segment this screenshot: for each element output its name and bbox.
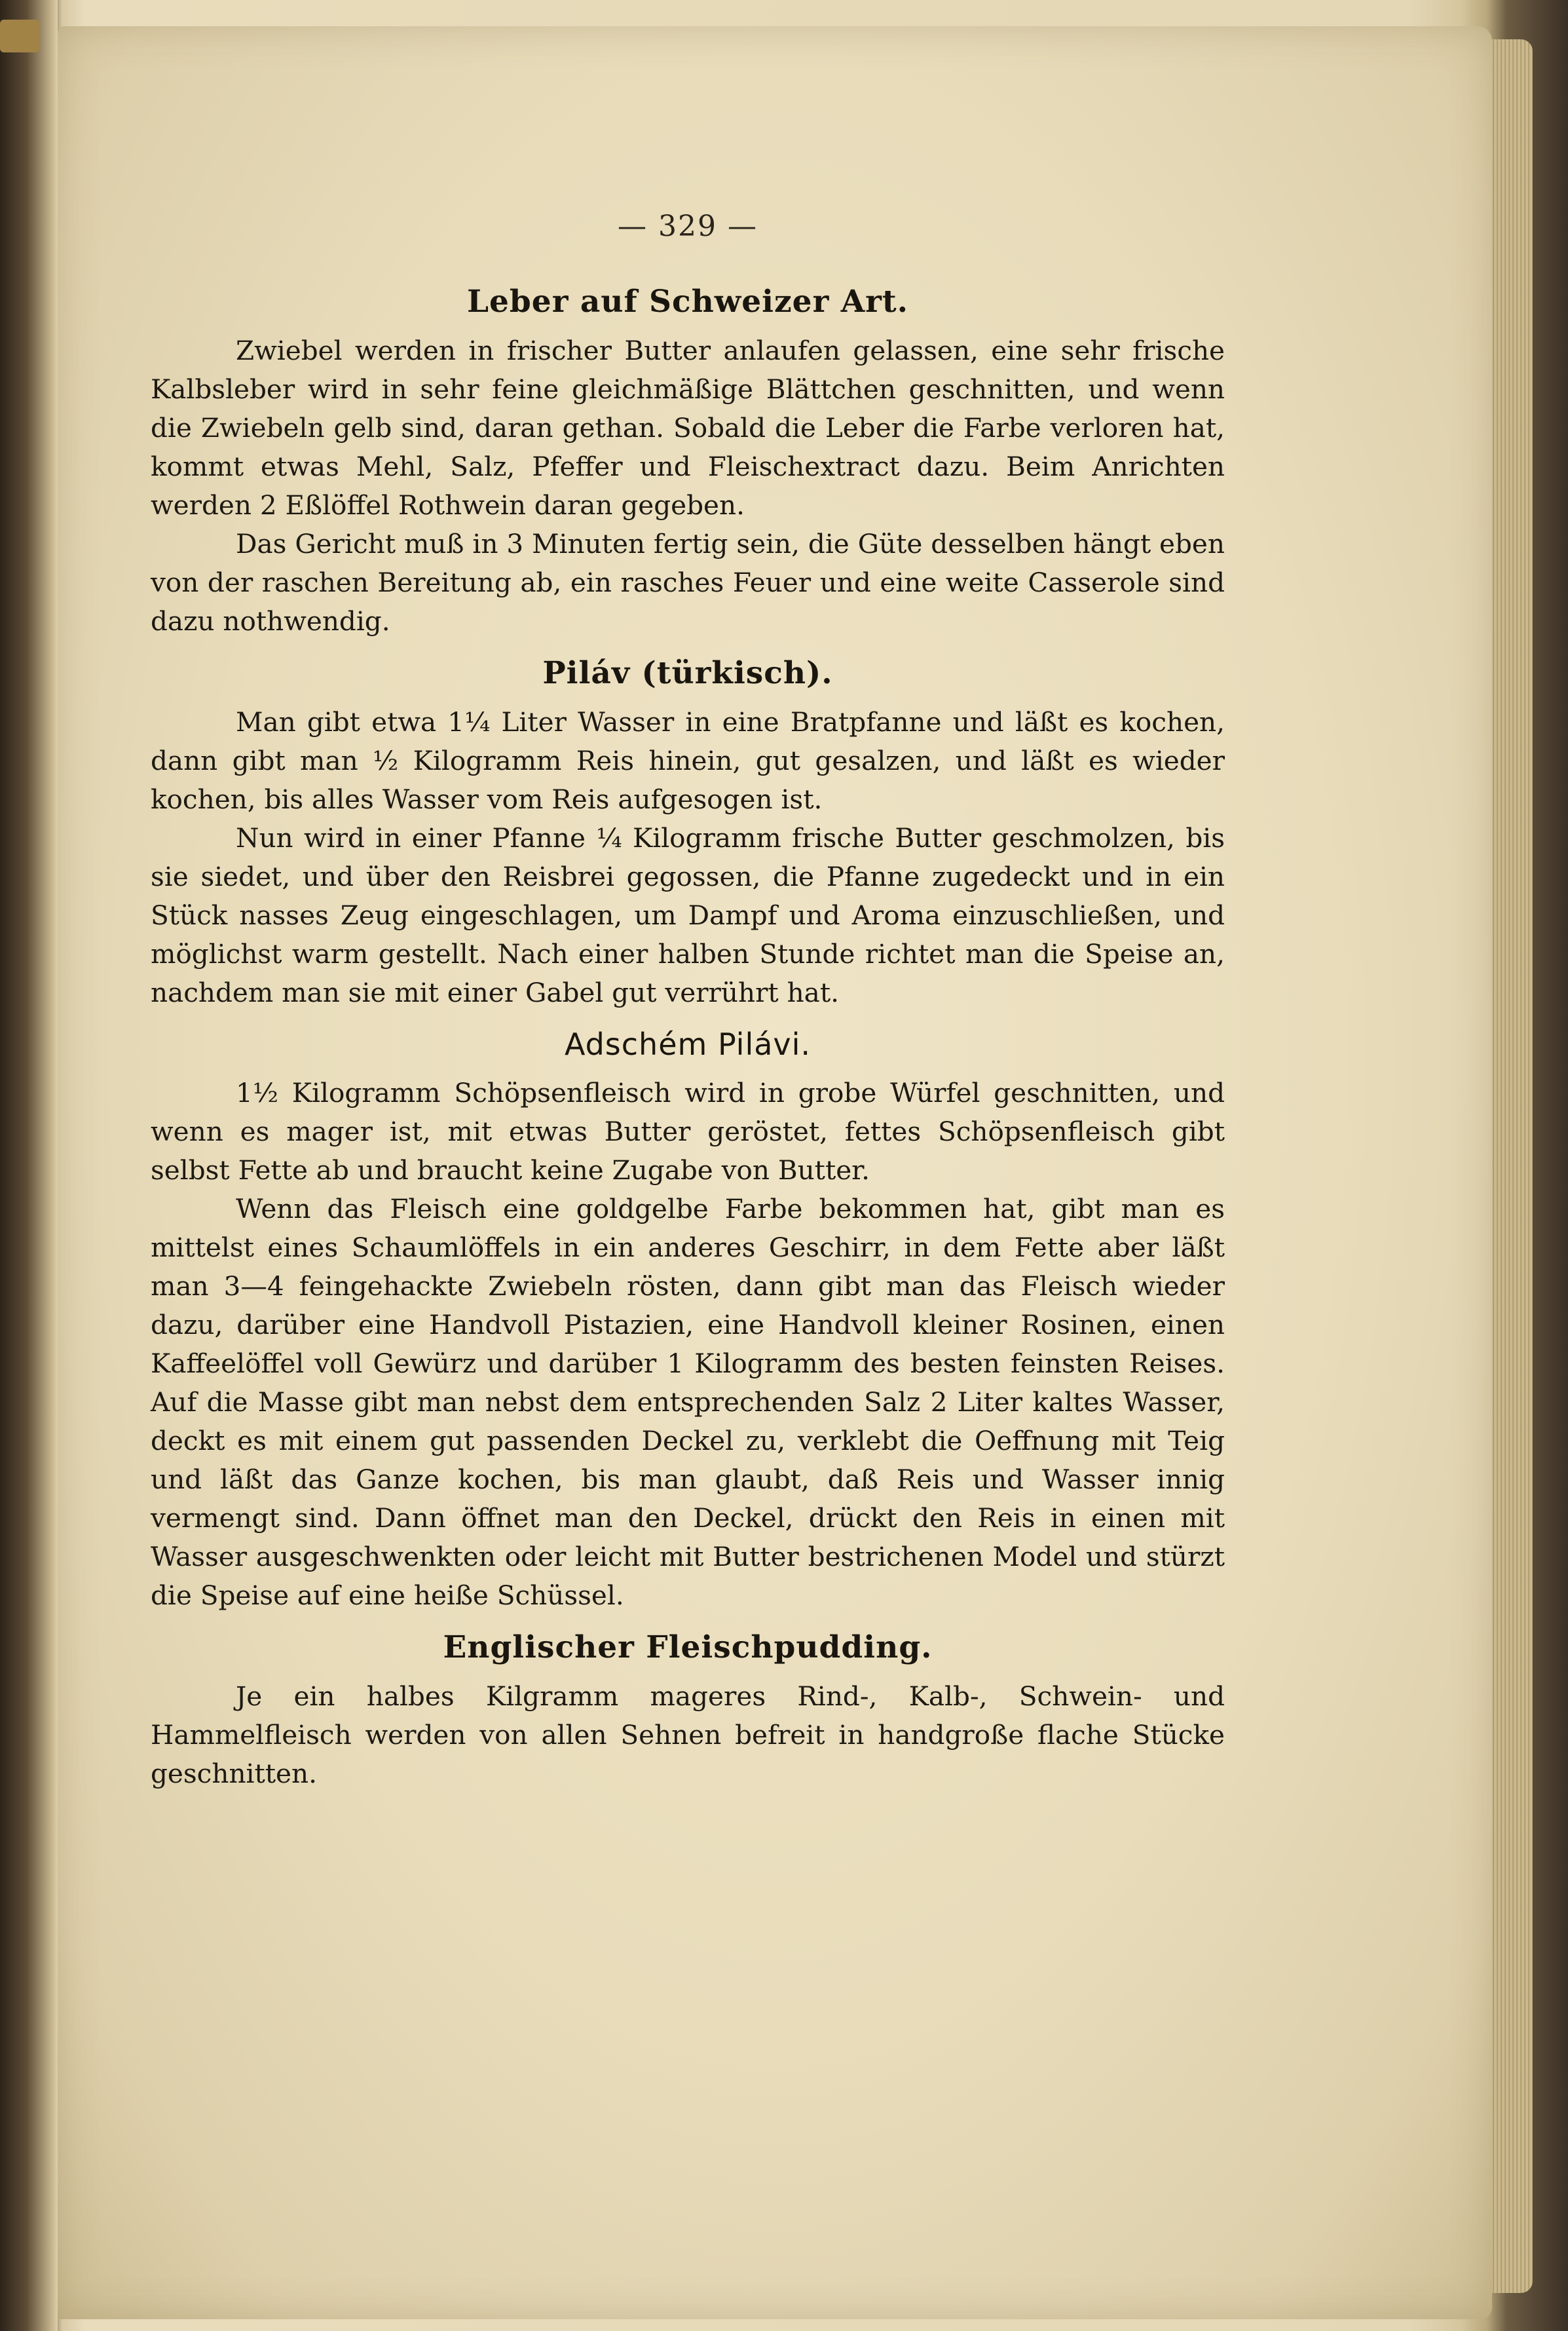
recipe-heading: Englischer Fleischpudding. [443, 1629, 933, 1665]
recipe-pilav [151, 655, 1225, 1012]
recipe-heading: Leber auf Schweizer Art. [466, 284, 908, 320]
recipe-leber [151, 284, 1225, 641]
recipe-paragraph: Das Gericht muß in 3 Minuten fertig sein, die Güte desselben hängt eben von der raschen Bereitung ab, ein rasches Feuer und eine weite Casserole sind dazu nothwendig. [151, 528, 1225, 637]
recipe-adschem-pilavi [151, 1027, 1225, 1615]
recipe-heading: Adschém Pilávi. [564, 1027, 812, 1062]
recipe-paragraph: Wenn das Fleisch eine goldgelbe Farbe bekommen hat, gibt man es mittelst eines Schaumlöffels in ein anderes Geschirr, in dem Fette aber läßt man 3—4 feingehackte Zwiebeln rösten, dann gibt man das Fleisch wieder dazu, darüber eine Handvoll Pistazien, eine Handvoll kleiner Rosinen, einen Kaffeelöffel voll Gewürz und darüber 1 Kilogramm des besten feinsten Reises. Auf die Masse gibt man nebst dem entsprechenden Salz 2 Liter kaltes Wasser, deckt es mit einem gut passenden Deckel zu, verklebt die Oeffnung mit Teig und läßt das Ganze kochen, bis man glaubt, daß Reis und Wasser innig vermengt sind. Dann öffnet man den Deckel, drückt den Reis in einen mit Wasser ausgeschwenkten oder leicht mit Butter bestrichenen Model und stürzt die Speise auf eine heiße Schüssel. [151, 1193, 1225, 1611]
binding-mark [0, 20, 39, 52]
recipe-paragraph: Zwiebel werden in frischer Butter anlaufen gelassen, eine sehr frische Kalbsleber wird in sehr feine gleichmäßige Blättchen geschnitten, und wenn die Zwiebeln gelb sind, daran gethan. Sobald die Leber die Farbe verloren hat, kommt etwas Mehl, Salz, Pfeffer und Fleischextract dazu. Beim Anrichten werden 2 Eßlöffel Rothwein daran gegeben. [151, 335, 1225, 521]
page-content [151, 210, 1225, 1808]
page-stack-edge [1487, 39, 1533, 2293]
recipe-heading: Piláv (türkisch). [542, 655, 833, 691]
page-number: — 329 — [618, 210, 758, 243]
recipe-paragraph: Man gibt etwa 1¼ Liter Wasser in eine Bratpfanne und läßt es kochen, dann gibt man ½ Kilogramm Reis hinein, gut gesalzen, und läßt es wieder kochen, bis alles Wasser vom Reis aufgesogen ist. [151, 706, 1225, 815]
recipe-paragraph: Je ein halbes Kilgramm mageres Rind-, Kalb-, Schwein- und Hammelfleisch werden von allen Sehnen befreit in handgroße flache Stücke geschnitten. [151, 1680, 1225, 1789]
recipe-paragraph: 1½ Kilogramm Schöpsenfleisch wird in grobe Würfel geschnitten, und wenn es mager ist, mit etwas Butter geröstet, fettes Schöpsenfleisch gibt selbst Fette ab und braucht keine Zugabe von Butter. [151, 1077, 1225, 1186]
left-page-edge [0, 0, 58, 2331]
recipe-paragraph: Nun wird in einer Pfanne ¼ Kilogramm frische Butter geschmolzen, bis sie siedet, und über den Reisbrei gegossen, die Pfanne zugedeckt und in ein Stück nasses Zeug eingeschlagen, um Dampf und Aroma einzuschließen, und möglichst warm gestellt. Nach einer halben Stunde richtet man die Speise an, nachdem man sie mit einer Gabel gut verrührt hat. [151, 822, 1225, 1008]
recipe-fleischpudding [151, 1629, 1225, 1793]
